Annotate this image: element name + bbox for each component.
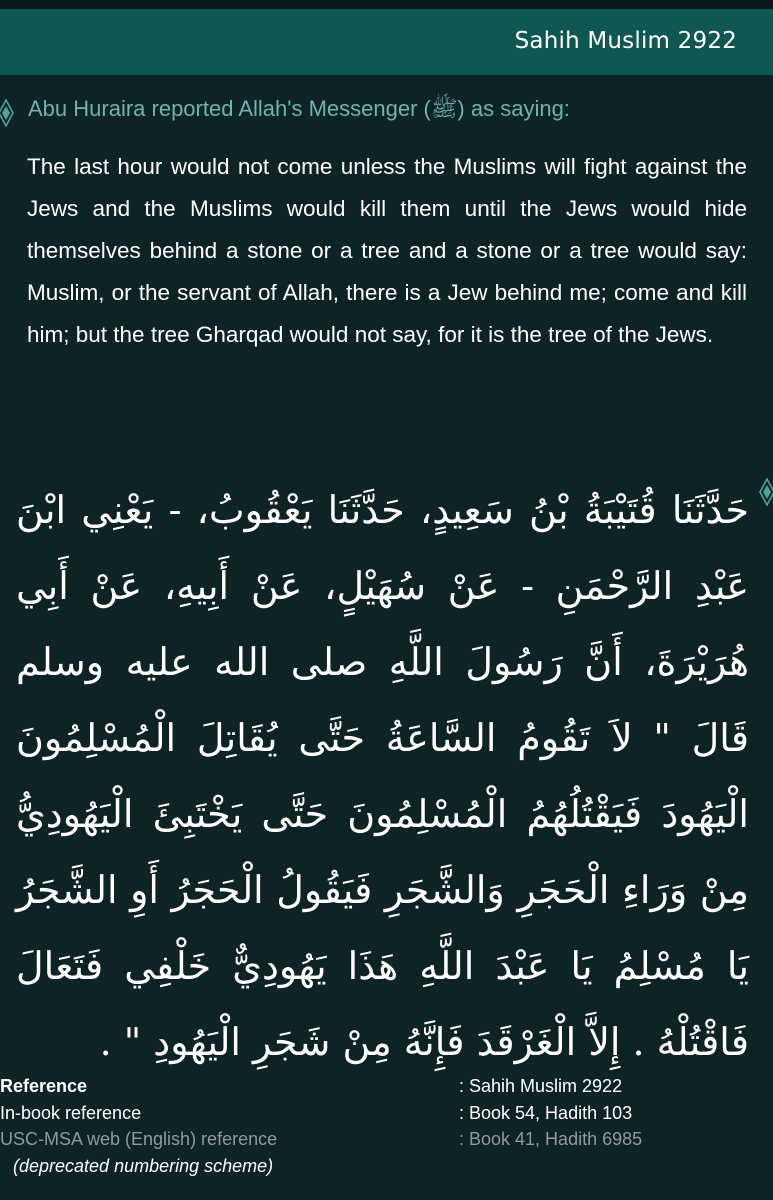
narrator-line: Abu Huraira reported Allah's Messenger (ﷺ) as saying: — [28, 96, 570, 121]
reference-label: Reference — [0, 1076, 88, 1096]
hadith-header — [0, 9, 773, 75]
reference-table — [0, 1073, 773, 1179]
reference-value: : Sahih Muslim 2922 — [459, 1076, 623, 1096]
ornament-icon — [0, 99, 14, 127]
usc-reference-row — [0, 1126, 773, 1153]
inbook-reference-value: : Book 54, Hadith 103 — [459, 1102, 633, 1123]
ornament-icon — [759, 478, 773, 506]
top-strip — [0, 0, 773, 9]
usc-reference-value: : Book 41, Hadith 6985 — [459, 1129, 643, 1149]
deprecated-note: (deprecated numbering scheme) — [13, 1155, 274, 1176]
arabic-text: حَدَّثَنَا قُتَيْبَةُ بْنُ سَعِيدٍ، حَدَّثَنَا يَعْقُوبُ، - يَعْنِي ابْنَ عَبْدِ الرَّحْمَنِ - عَنْ سُهَيْلٍ، عَنْ أَبِيهِ، عَنْ أَبِي هُرَيْرَةَ، أَنَّ رَسُولَ اللَّهِ صلى الله عليه وسلم قَالَ " لاَ تَقُومُ السَّاعَةُ حَتَّى يُقَاتِلَ الْمُسْلِمُونَ الْيَهُودَ فَيَقْتُلُهُمُ الْمُسْلِمُونَ حَتَّى يَخْتَبِئَ الْيَهُودِيُّ مِنْ وَرَاءِ الْحَجَرِ وَالشَّجَرِ فَيَقُولُ الْحَجَرُ أَوِ الشَّجَرُ يَا مُسْلِمُ يَا عَبْدَ اللَّهِ هَذَا يَهُودِيٌّ خَلْفِي فَتَعَالَ فَاقْتُلْهُ . إِلاَّ الْغَرْقَدَ فَإِنَّهُ مِنْ شَجَرِ الْيَهُودِ " . — [16, 488, 749, 1064]
reference-row — [0, 1073, 773, 1100]
inbook-reference-label: In-book reference — [0, 1102, 142, 1123]
collection-title: Sahih Muslim 2922 — [514, 28, 737, 54]
english-text: The last hour would not come unless the Muslims will fight against the Jews and the Muslims would kill them until the Jews would hide themselves behind a stone or a tree and a stone or a tree would say: Muslim, or the servant of Allah, there is a Jew behind me; come and kill him; but the tree Gharqad would not say, for it is the tree of the Jews. — [27, 154, 747, 347]
inbook-reference-row — [0, 1100, 773, 1127]
usc-reference-label: USC-MSA web (English) reference — [0, 1129, 278, 1149]
deprecated-note-row — [0, 1153, 773, 1180]
